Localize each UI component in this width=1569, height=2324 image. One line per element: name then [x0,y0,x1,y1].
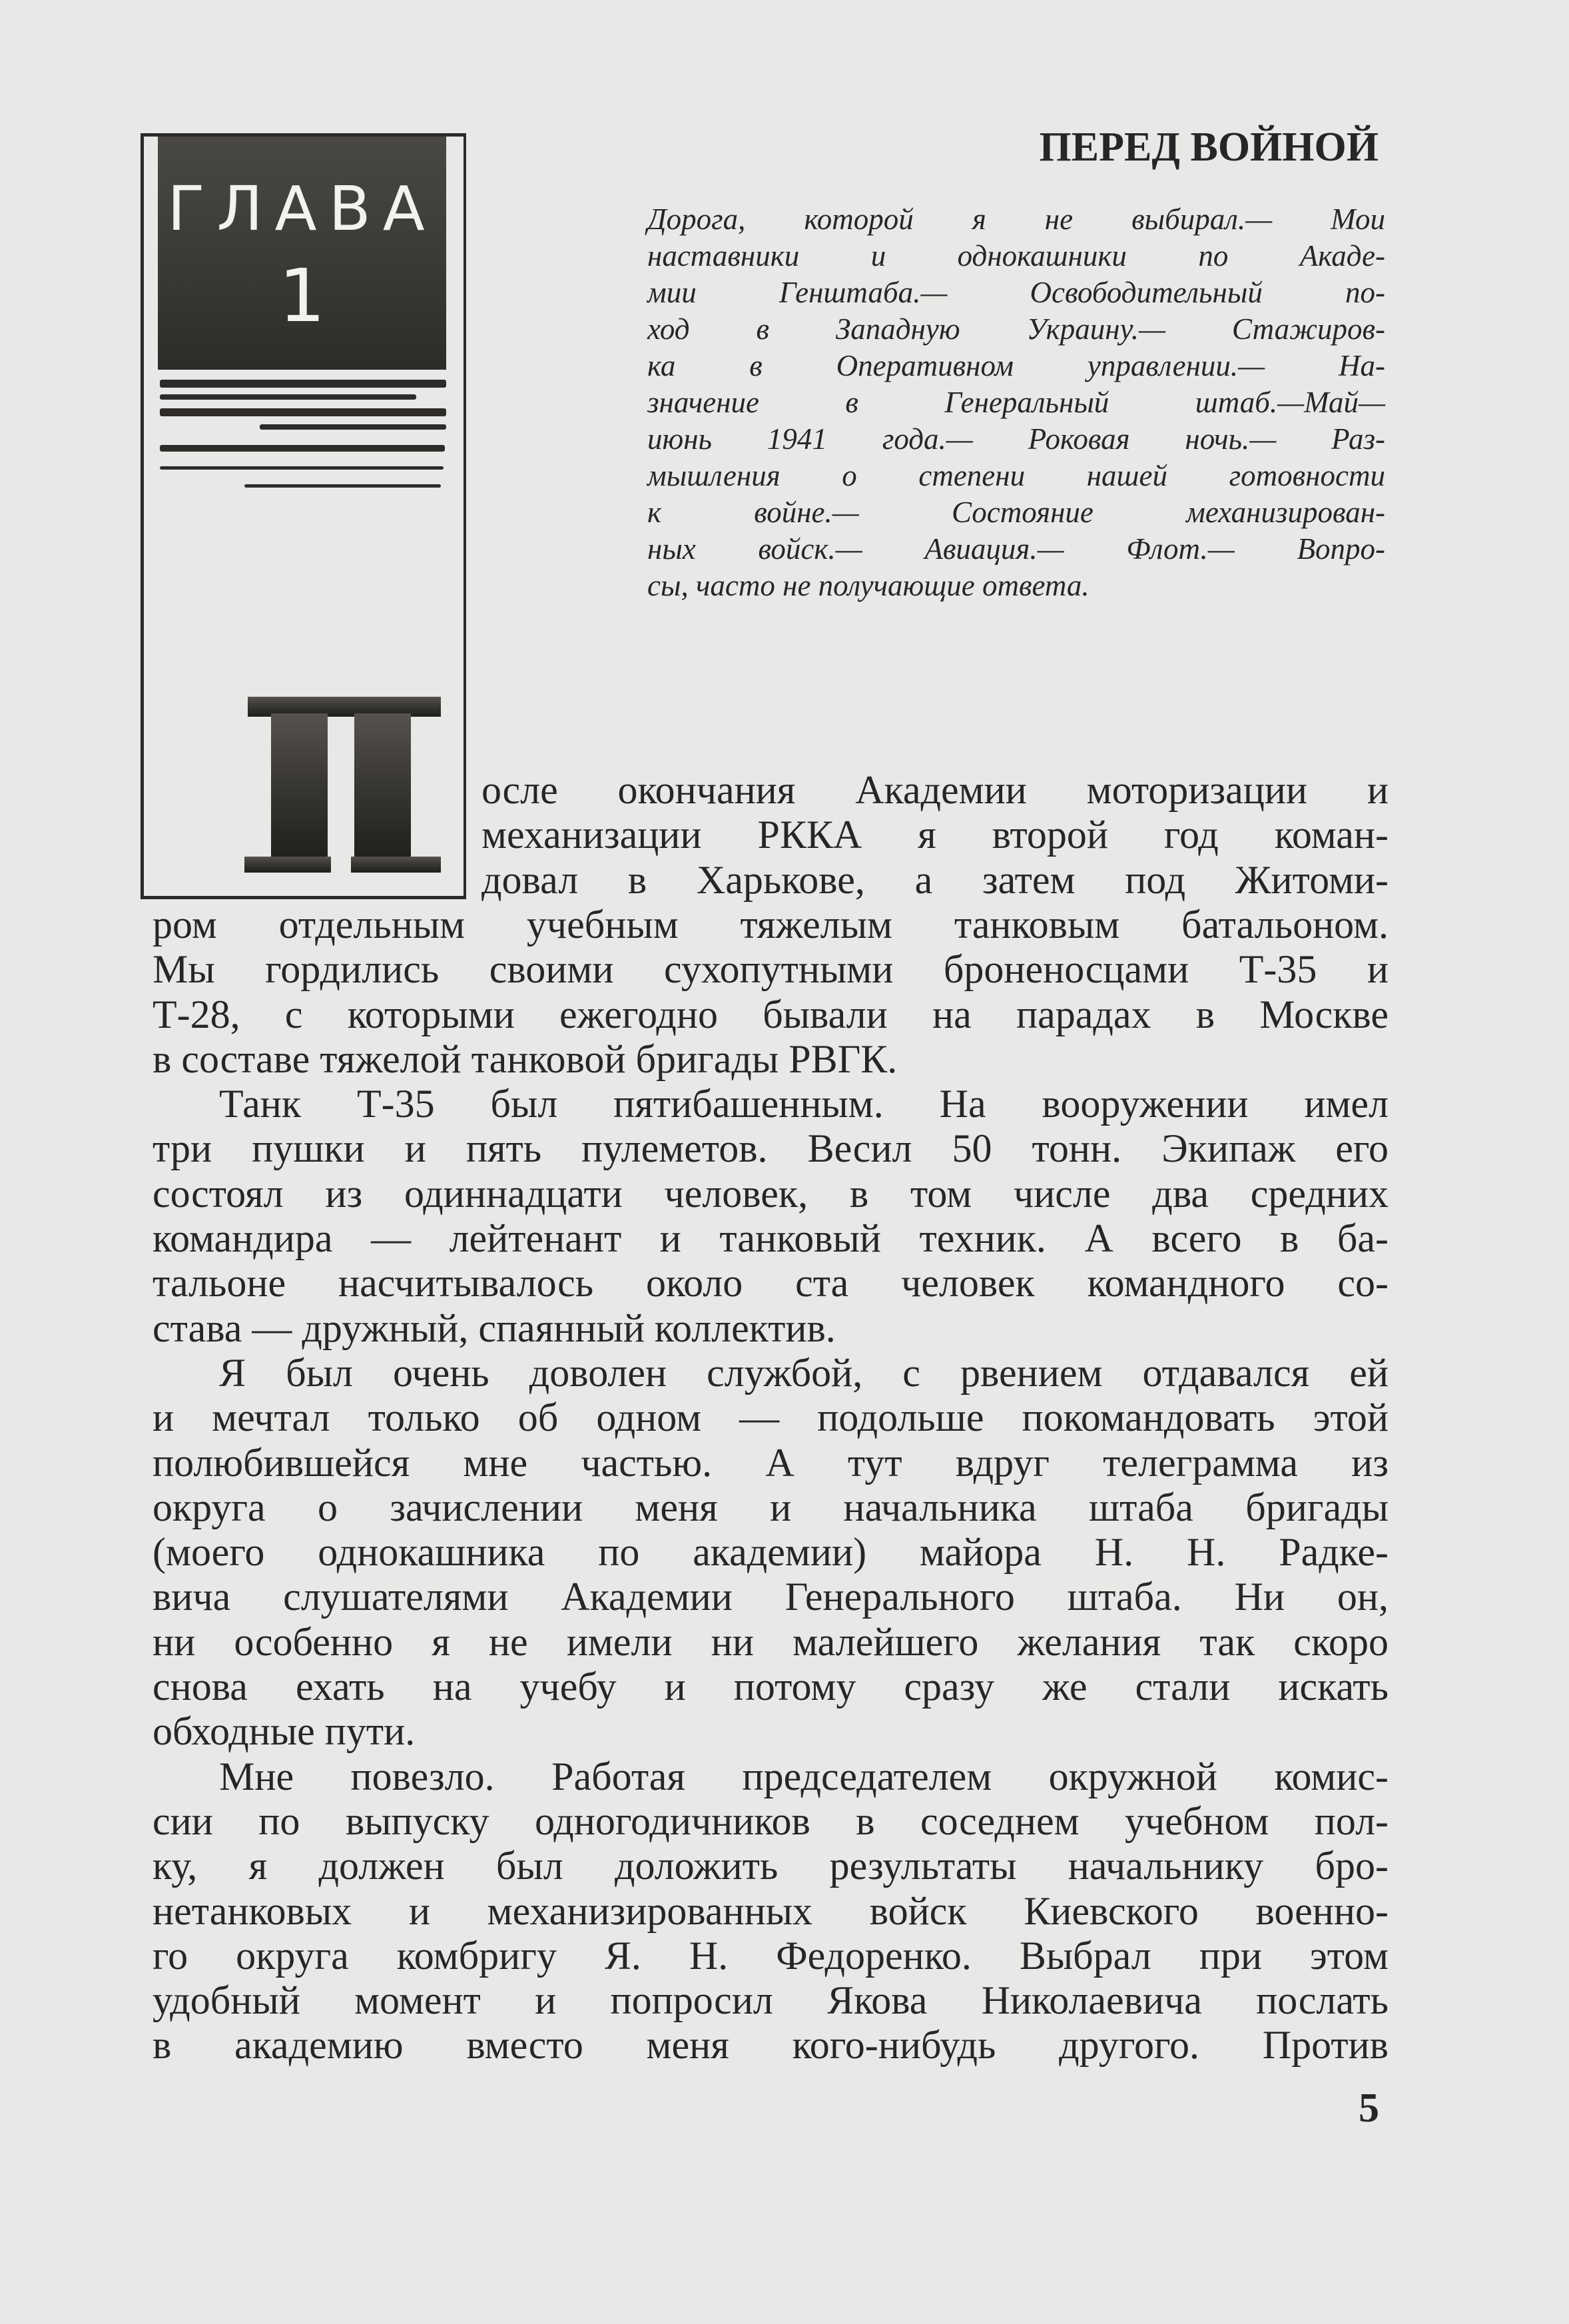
body-line: Танк Т-35 был пятибашенным. На вооружении имел [219,1082,1389,1126]
summary-line: мии Генштаба.— Освободительный по- [647,276,1385,309]
body-line: округа о зачислении меня и начальника штаба бригады [153,1485,1389,1529]
body-line: Я был очень доволен службой, с рвением отдавался ей [219,1350,1389,1395]
decorative-rule [160,466,444,470]
chapter-number: 1 [278,253,326,338]
body-line: тальоне насчитывалось около ста человек командного со- [153,1261,1389,1306]
body-line: состоял из одиннадцати человек, в том числе два средних [153,1171,1389,1216]
body-line: вича слушателями Академии Генерального штаба. Ни он, [153,1575,1389,1619]
chapter-title: ПЕРЕД ВОЙНОЙ [1039,125,1379,170]
decorative-rule [160,408,446,416]
body-line: полюбившейся мне частью. А тут вдруг телеграмма из [153,1440,1389,1485]
summary-line: сы, часто не получающие ответа. [647,569,1090,602]
body-line: три пушки и пять пулеметов. Весил 50 тонн. Экипаж его [153,1126,1389,1171]
dropcap-letter [244,697,444,877]
body-line: в составе тяжелой танковой бригады РВГК. [153,1036,898,1081]
summary-line: ход в Западную Украину.— Стажиров- [647,312,1385,346]
body-line: в академию вместо меня кого-нибудь другого. Против [153,2023,1389,2068]
body-line: сии по выпуску одногодичников в соседнем учебном пол- [153,1798,1389,1843]
body-line: Мне повезло. Работая председателем окружной комис- [219,1754,1389,1798]
page-number: 5 [1359,2086,1379,2131]
body-line: командира — лейтенант и танковый техник. А всего в ба- [153,1216,1389,1260]
summary-line: Дорога, которой я не выбирал.— Мои [647,202,1385,236]
decorative-rule [260,424,446,430]
body-line: обходные пути. [153,1709,416,1754]
body-line: го округа комбригу Я. Н. Федоренко. Выбрал при этом [153,1933,1389,1978]
summary-line: значение в Генеральный штаб.—Май— [647,386,1385,419]
decorative-rule [160,394,416,400]
summary-line: к войне.— Состояние механизирован- [647,496,1385,529]
body-line: нетанковых и механизированных войск Киевского военно- [153,1888,1389,1933]
body-line: механизации РККА я второй год коман- [481,813,1389,857]
chapter-label: ГЛАВА [167,173,437,244]
body-line: и мечтал только об одном — подольше покомандовать этой [153,1395,1389,1440]
body-line: довал в Харькове, а затем под Житоми- [481,857,1389,902]
summary-line: июнь 1941 года.— Роковая ночь.— Раз- [647,422,1385,456]
body-line: Т-28, с которыми ежегодно бывали на парадах в Москве [153,992,1389,1036]
body-line: (моего однокашника по академии) майора Н. Н. Радке- [153,1530,1389,1575]
summary-line: ных войск.— Авиация.— Флот.— Вопро- [647,532,1385,566]
body-line: снова ехать на учебу и потому сразу же стали искать [153,1665,1389,1709]
body-line: удобный момент и попросил Якова Николаевича послать [153,1978,1389,2023]
summary-line: наставники и однокашники по Акаде- [647,239,1385,272]
decorative-rule [160,380,446,388]
summary-line: мышления о степени нашей готовности [647,459,1385,492]
body-line: става — дружный, спаянный коллектив. [153,1306,836,1350]
decorative-rule [244,484,441,488]
chapter-heading-block [158,137,446,370]
decorative-rule [160,445,445,452]
summary-line: ка в Оперативном управлении.— На- [647,349,1385,382]
body-line: ром отдельным учебным тяжелым танковым батальоном. [153,902,1389,947]
body-line: осле окончания Академии моторизации и [481,768,1389,812]
body-line: ни особенно я не имели ни малейшего желания так скоро [153,1619,1389,1664]
body-line: ку, я должен был доложить результаты начальнику бро- [153,1844,1389,1888]
body-line: Мы гордились своими сухопутными броненосцами Т-35 и [153,947,1389,992]
